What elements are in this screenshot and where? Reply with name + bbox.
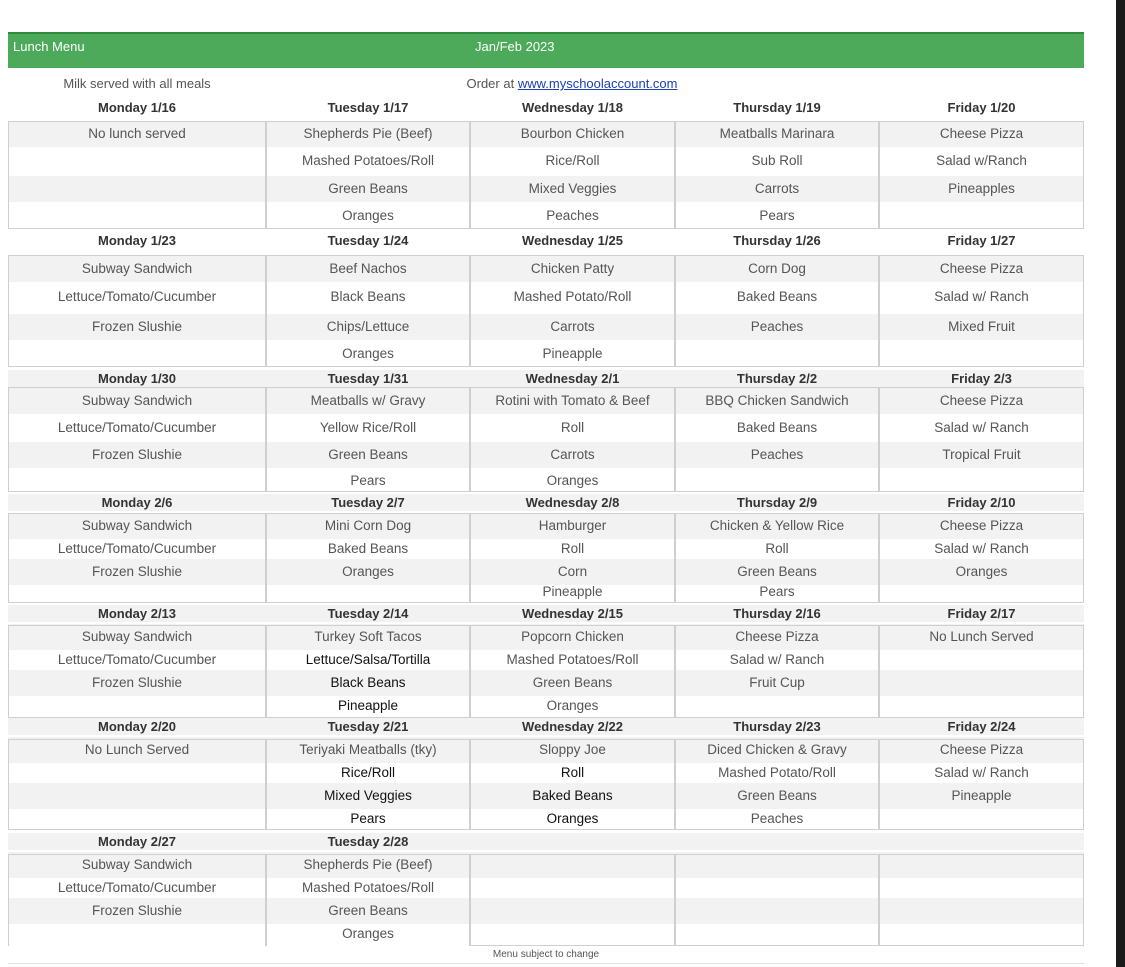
menu-item: Turkey Soft Tacos [314, 629, 422, 644]
day-header: Tuesday 1/31 [327, 371, 409, 386]
menu-item: Roll [560, 541, 585, 556]
menu-item: Lettuce/Tomato/Cucumber [57, 289, 217, 304]
day-header: Tuesday 1/17 [327, 100, 409, 115]
menu-item: Pineapples [948, 181, 1015, 196]
order-link[interactable]: www.myschoolaccount.com [517, 76, 678, 91]
day-header: Monday 1/16 [97, 100, 177, 115]
day-header: Tuesday 2/21 [327, 719, 409, 734]
menu-item: Yellow Rice/Roll [319, 420, 417, 435]
day-header: Monday 2/27 [97, 834, 177, 849]
menu-item: Roll [560, 765, 585, 780]
menu-item: Subway Sandwich [81, 393, 193, 408]
menu-item: Carrots [754, 181, 800, 196]
menu-item: Pineapple [542, 346, 603, 361]
menu-item: Green Beans [532, 675, 613, 690]
menu-item: Mixed Fruit [948, 319, 1015, 334]
menu-item: Oranges [342, 926, 394, 941]
menu-item: Pineapple [542, 584, 603, 599]
order-prefix: Order at [466, 76, 515, 91]
day-header: Monday 1/23 [97, 233, 177, 248]
menu-item: Mashed Potatoes/Roll [301, 153, 435, 168]
menu-item: Baked Beans [532, 788, 613, 803]
menu-item: Corn Dog [748, 261, 806, 276]
week-column-frame [675, 854, 879, 946]
menu-item: Roll [765, 541, 789, 556]
menu-item: Frozen Slushie [91, 564, 183, 579]
menu-item: Cheese Pizza [939, 742, 1024, 757]
menu-item: Baked Beans [736, 289, 818, 304]
menu-item: Sub Roll [751, 153, 803, 168]
menu-item: Bourbon Chicken [520, 126, 625, 141]
menu-item: Popcorn Chicken [521, 629, 624, 644]
menu-item: Pears [350, 473, 386, 488]
menu-item: Frozen Slushie [91, 675, 183, 690]
menu-item: Shepherds Pie (Beef) [303, 126, 433, 141]
menu-item: Peaches [546, 208, 599, 223]
day-header: Monday 2/13 [97, 606, 177, 621]
day-header: Monday 2/20 [97, 719, 177, 734]
day-header: Wednesday 2/1 [525, 371, 620, 386]
menu-item: Pears [759, 208, 795, 223]
menu-item: Salad w/ Ranch [934, 289, 1029, 304]
day-header: Tuesday 2/7 [331, 495, 405, 510]
menu-item: Oranges [546, 698, 599, 713]
day-header: Tuesday 1/24 [327, 233, 409, 248]
order-note [438, 76, 706, 91]
menu-item: Chicken & Yellow Rice [709, 518, 845, 533]
day-header: Tuesday 2/14 [327, 606, 409, 621]
day-header: Thursday 2/2 [736, 371, 818, 386]
menu-item: Cheese Pizza [735, 629, 819, 644]
milk-note: Milk served with all meals [63, 76, 211, 91]
menu-item: Pineapple [951, 788, 1012, 803]
menu-item: Shepherds Pie (Beef) [303, 857, 433, 872]
day-header: Monday 1/30 [97, 371, 177, 386]
menu-item: Teriyaki Meatballs (tky) [299, 742, 437, 757]
menu-item: Mixed Veggies [324, 788, 412, 803]
menu-item: Cheese Pizza [939, 518, 1024, 533]
menu-item: Meatballs w/ Gravy [310, 393, 426, 408]
menu-item: Roll [560, 420, 585, 435]
menu-item: Peaches [750, 319, 804, 334]
menu-item: Lettuce/Tomato/Cucumber [57, 541, 217, 556]
week-column-frame [879, 854, 1084, 946]
menu-item: Tropical Fruit [942, 447, 1021, 462]
menu-item: Frozen Slushie [91, 319, 183, 334]
menu-item: Cheese Pizza [939, 126, 1024, 141]
menu-item: No Lunch Served [84, 742, 190, 757]
menu-item: Beef Nachos [329, 261, 407, 276]
menu-item: Chips/Lettuce [326, 319, 410, 334]
day-header: Wednesday 2/22 [522, 719, 623, 734]
menu-item: Black Beans [330, 289, 406, 304]
menu-item: Mashed Potatoes/Roll [301, 880, 435, 895]
menu-item: Rotini with Tomato & Beef [495, 393, 650, 408]
menu-item: Corn [557, 564, 588, 579]
menu-item: Fruit Cup [749, 675, 805, 690]
menu-item: Oranges [546, 811, 599, 826]
menu-item: BBQ Chicken Sandwich [705, 393, 849, 408]
menu-item: No Lunch Served [929, 629, 1034, 644]
menu-item: Cheese Pizza [939, 261, 1024, 276]
menu-item: Salad w/ Ranch [934, 765, 1029, 780]
footer-note: Menu subject to change [492, 949, 600, 960]
day-header: Monday 2/6 [101, 495, 173, 510]
day-header: Friday 2/3 [951, 371, 1012, 386]
menu-item: Lettuce/Salsa/Tortilla [305, 652, 431, 667]
week-column-frame [470, 854, 675, 946]
menu-item: Salad w/ Ranch [729, 652, 825, 667]
day-header: Tuesday 2/28 [327, 834, 409, 849]
menu-item: Frozen Slushie [91, 903, 183, 918]
menu-item: Cheese Pizza [939, 393, 1024, 408]
day-header: Thursday 2/9 [736, 495, 818, 510]
menu-item: Oranges [342, 208, 394, 223]
menu-item: Lettuce/Tomato/Cucumber [57, 880, 217, 895]
menu-item: Green Beans [737, 788, 817, 803]
menu-item: Peaches [750, 447, 804, 462]
day-header: Friday 2/10 [947, 495, 1016, 510]
day-header: Thursday 2/16 [733, 606, 821, 621]
day-header: Friday 2/24 [947, 719, 1016, 734]
menu-item: Carrots [550, 319, 595, 334]
menu-item: Green Beans [737, 564, 817, 579]
day-header: Thursday 2/23 [733, 719, 821, 734]
menu-item: Rice/Roll [340, 765, 395, 780]
menu-item: Mixed Veggies [528, 181, 617, 196]
menu-item: Mini Corn Dog [324, 518, 412, 533]
menu-item: Hamburger [538, 518, 607, 533]
day-header: Friday 1/27 [947, 233, 1016, 248]
day-header: Wednesday 1/18 [522, 100, 623, 115]
menu-item: Green Beans [328, 447, 408, 462]
menu-item: Chicken Patty [530, 261, 615, 276]
menu-item: Black Beans [330, 675, 406, 690]
menu-item: Salad w/Ranch [936, 153, 1027, 168]
menu-item: Diced Chicken & Gravy [707, 742, 847, 757]
menu-header-bar [8, 32, 1084, 68]
menu-item: Green Beans [328, 903, 408, 918]
menu-item: Subway Sandwich [81, 261, 193, 276]
menu-item: Lettuce/Tomato/Cucumber [57, 420, 217, 435]
menu-item: Subway Sandwich [81, 629, 193, 644]
menu-item: Oranges [955, 564, 1008, 579]
scrollbar[interactable] [1116, 0, 1125, 967]
menu-item: No lunch served [88, 126, 186, 141]
menu-item: Subway Sandwich [81, 857, 193, 872]
menu-item: Subway Sandwich [81, 518, 193, 533]
menu-item: Salad w/ Ranch [934, 420, 1029, 435]
menu-item: Carrots [550, 447, 595, 462]
menu-item: Baked Beans [736, 420, 818, 435]
day-header: Wednesday 1/25 [522, 233, 623, 248]
menu-item: Frozen Slushie [91, 447, 183, 462]
day-header: Friday 2/17 [947, 606, 1016, 621]
menu-item: Oranges [546, 473, 599, 488]
menu-item: Baked Beans [327, 541, 409, 556]
day-header: Thursday 1/19 [733, 100, 821, 115]
menu-item: Sloppy Joe [539, 742, 606, 757]
day-header: Wednesday 2/8 [525, 495, 620, 510]
menu-item: Pineapple [337, 698, 399, 713]
menu-title: Lunch Menu [13, 39, 85, 54]
menu-item: Oranges [342, 346, 394, 361]
menu-item: Mashed Potato/Roll [718, 765, 836, 780]
menu-item: Green Beans [328, 181, 408, 196]
day-header: Friday 1/20 [947, 100, 1016, 115]
footer-divider [8, 963, 1084, 964]
menu-period: Jan/Feb 2023 [475, 39, 555, 54]
menu-item: Lettuce/Tomato/Cucumber [57, 652, 217, 667]
menu-item: Meatballs Marinara [719, 126, 835, 141]
menu-item: Rice/Roll [545, 153, 600, 168]
menu-item: Oranges [342, 564, 394, 579]
menu-item: Mashed Potato/Roll [513, 289, 632, 304]
menu-item: Mashed Potatoes/Roll [506, 652, 639, 667]
day-header: Wednesday 2/15 [522, 606, 623, 621]
menu-item: Pears [759, 584, 795, 599]
menu-item: Salad w/ Ranch [934, 541, 1029, 556]
menu-item: Pears [350, 811, 386, 826]
menu-item: Peaches [750, 811, 804, 826]
day-header: Thursday 1/26 [733, 233, 821, 248]
